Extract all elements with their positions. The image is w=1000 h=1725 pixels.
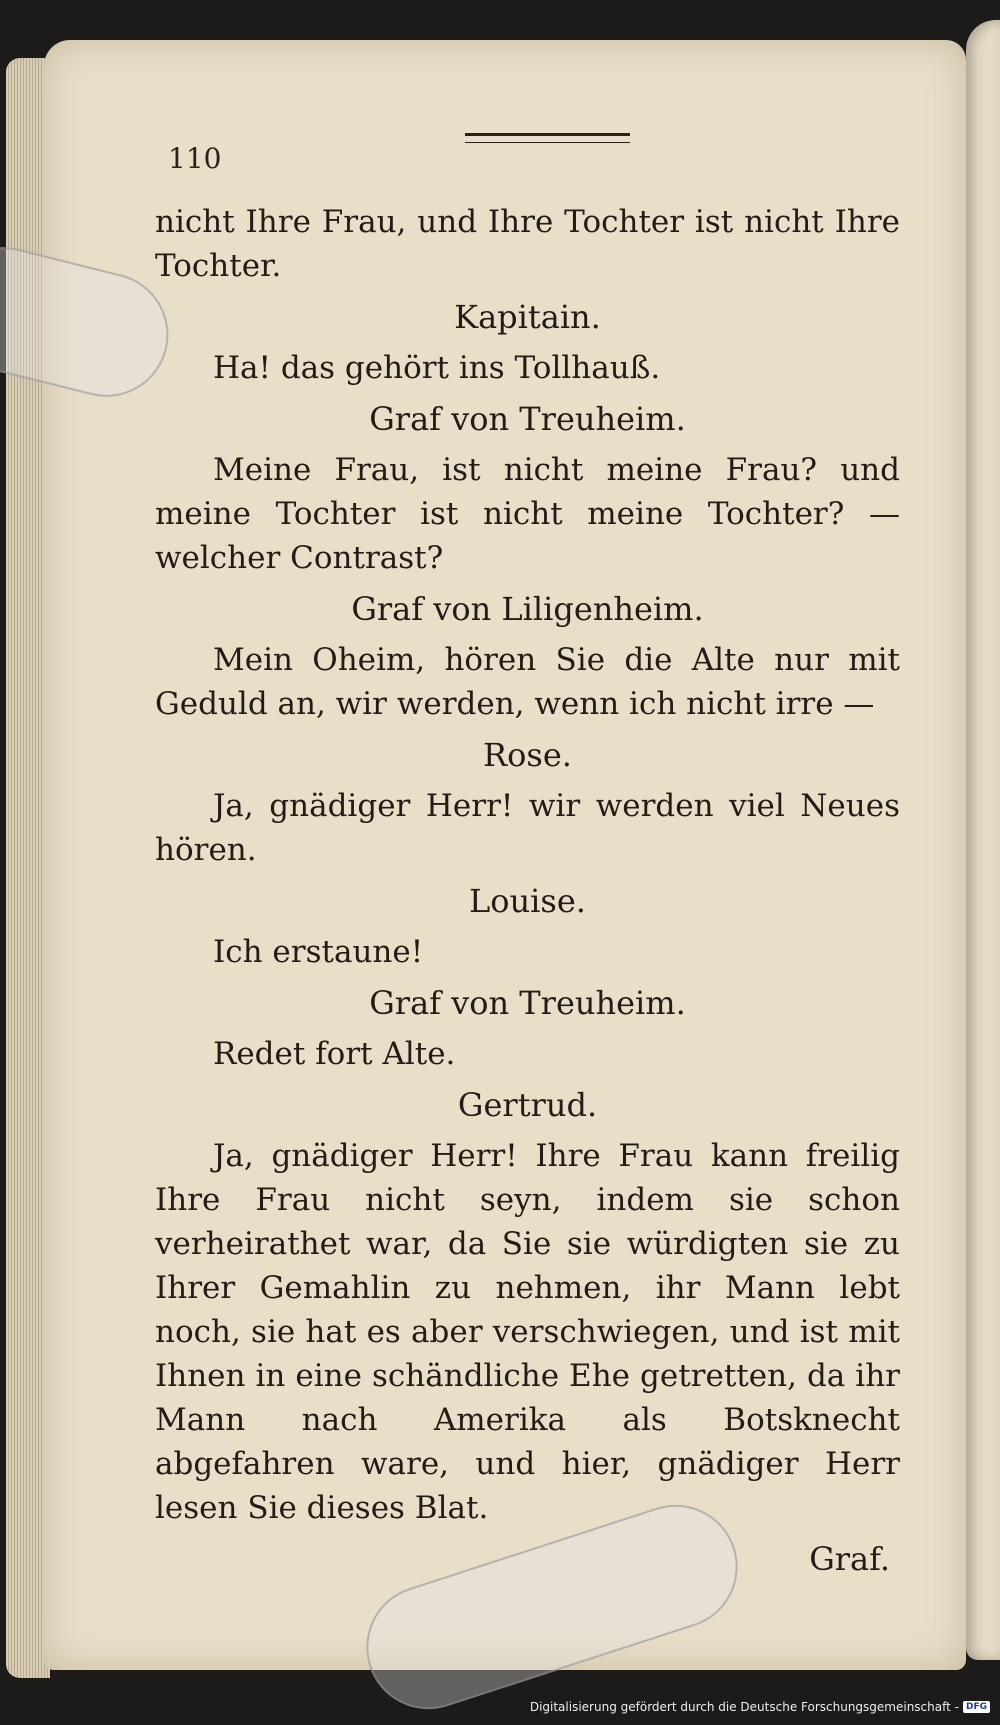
paragraph-4: Mein Oheim, hören Sie die Alte nur mit Geduld an, wir werden, wenn ich nicht irre — [155, 642, 900, 722]
dfg-logo: DFG [963, 1701, 990, 1713]
facing-page-edge [966, 20, 1000, 1660]
catchword: Graf. [809, 1540, 890, 1578]
paragraph-1: nicht Ihre Frau, und Ihre Tochter ist nicht Ihre Tochter. [155, 204, 900, 284]
speaker-graf-treuheim-1: Graf von Treuheim. [369, 400, 686, 438]
speaker-gertrud: Gertrud. [457, 1086, 598, 1124]
digitization-credit [530, 1700, 990, 1714]
speaker-graf-treuheim-2: Graf von Treuheim. [369, 984, 686, 1022]
speaker-graf-liligenheim: Graf von Liligenheim. [351, 590, 704, 628]
speaker-kapitain: Kapitain. [454, 298, 601, 336]
paragraph-2: Ha! das gehört ins Tollhauß. [213, 350, 661, 386]
paragraph-3: Meine Frau, ist nicht meine Frau? und meine Tochter ist nicht meine Tochter? — welcher Contrast? [155, 452, 900, 576]
page-number: 110 [168, 142, 222, 175]
paragraph-5: Ja, gnädiger Herr! wir werden viel Neues hören. [155, 788, 900, 868]
header-rule [465, 133, 630, 143]
credit-text: Digitalisierung gefördert durch die Deutsche Forschungsgemeinschaft - [529, 1700, 959, 1714]
paragraph-7: Redet fort Alte. [213, 1036, 456, 1072]
page-text [155, 200, 900, 1588]
paragraph-8: Ja, gnädiger Herr! Ihre Frau kann freilig Ihre Frau nicht seyn, indem sie schon verheirathet war, da Sie sie würdigten sie zu Ihrer Gemahlin zu nehmen, ihr Mann lebt noch, sie hat es aber verschwiegen, und ist mit Ihnen in eine schändliche Ehe getretten, da ihr Mann nach Amerika als Botsknecht abgefahren ware, und hier, gnädiger Herr lesen Sie dieses Blat. [155, 1138, 900, 1526]
speaker-rose: Rose. [483, 736, 572, 774]
paragraph-6: Ich erstaune! [213, 934, 424, 970]
speaker-louise: Louise. [469, 882, 586, 920]
